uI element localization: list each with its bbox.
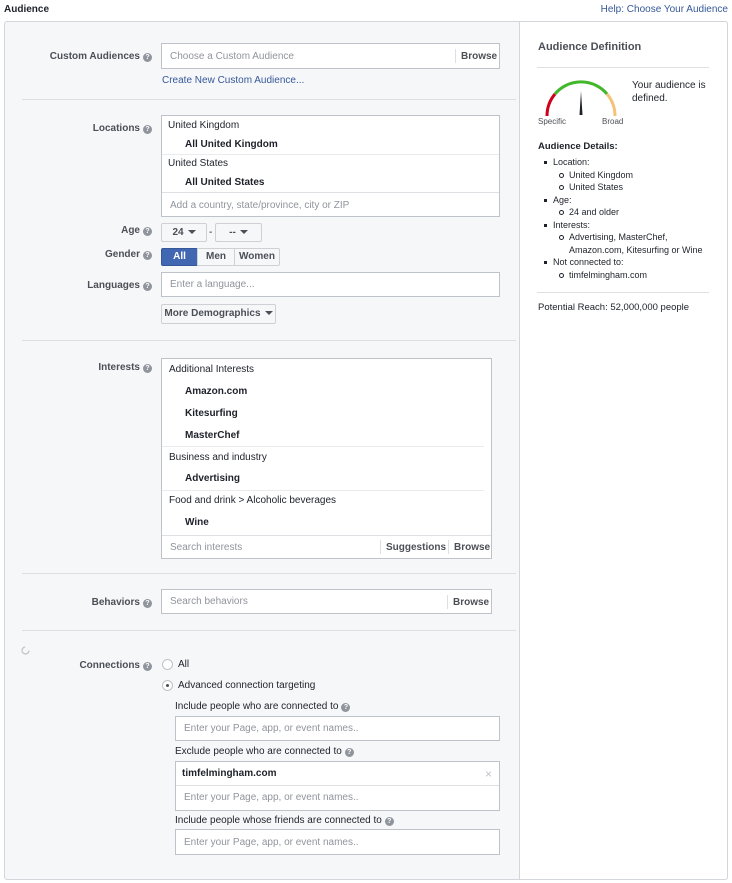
gauge-broad-label: Broad <box>602 117 624 126</box>
behaviors-browse-button[interactable]: Browse <box>453 597 490 608</box>
help-icon[interactable]: ? <box>143 227 152 236</box>
interests-box[interactable] <box>161 358 492 559</box>
audience-definition-title: Audience Definition <box>538 41 642 53</box>
divider <box>176 785 499 786</box>
divider <box>537 292 709 293</box>
create-custom-audience-link[interactable]: Create New Custom Audience... <box>162 75 305 86</box>
divider <box>162 192 499 193</box>
interest-item[interactable]: Wine <box>185 517 209 528</box>
interests-browse-button[interactable]: Browse <box>454 542 491 553</box>
age-min-value: 24 <box>172 227 184 238</box>
excluded-page-item: timfelmingham.com <box>182 768 277 779</box>
interests-label <box>98 362 152 373</box>
detail-key: Interests: <box>553 219 591 230</box>
include-connected-input[interactable] <box>175 716 500 741</box>
location-item[interactable]: All United Kingdom <box>185 139 278 150</box>
detail-item <box>538 156 710 194</box>
behaviors-placeholder: Search behaviors <box>170 596 248 607</box>
include-connected-text: Include people who are connected to <box>175 701 339 712</box>
languages-label <box>87 280 152 291</box>
detail-value: timfelmingham.com <box>553 269 710 282</box>
detail-key: Age: <box>553 194 572 205</box>
languages-label-text: Languages <box>87 280 140 291</box>
gender-label-text: Gender <box>104 249 140 260</box>
section-divider <box>22 99 516 100</box>
interest-item[interactable]: Advertising <box>185 473 241 484</box>
section-divider <box>22 573 516 574</box>
help-icon[interactable]: ? <box>143 662 152 671</box>
loading-spinner-icon <box>21 646 30 655</box>
custom-audiences-label <box>50 51 152 62</box>
custom-audience-input[interactable] <box>161 43 500 69</box>
more-demographics-label: More Demographics <box>164 308 261 319</box>
location-item[interactable]: All United States <box>185 177 265 188</box>
friends-connected-input[interactable] <box>175 829 500 855</box>
behaviors-input[interactable] <box>161 589 492 614</box>
behaviors-label <box>92 597 152 608</box>
exclude-connected-placeholder[interactable]: Enter your Page, app, or event names.. <box>184 792 359 803</box>
age-max-select[interactable] <box>215 223 262 242</box>
friends-connected-label <box>175 815 394 826</box>
detail-key: Not connected to: <box>553 257 624 267</box>
connections-all-label[interactable]: All <box>178 659 190 670</box>
include-connected-placeholder: Enter your Page, app, or event names.. <box>184 723 359 734</box>
interests-search-placeholder[interactable]: Search interests <box>170 542 243 553</box>
section-title: Audience <box>4 4 50 15</box>
friends-connected-placeholder: Enter your Page, app, or event names.. <box>184 837 359 848</box>
divider <box>162 535 491 536</box>
languages-placeholder: Enter a language... <box>170 279 255 290</box>
help-icon[interactable]: ? <box>143 125 152 134</box>
help-icon[interactable]: ? <box>143 282 152 291</box>
behaviors-label-text: Behaviors <box>91 597 140 608</box>
custom-audience-browse-button[interactable]: Browse <box>461 51 498 62</box>
audience-gauge-icon <box>543 78 619 118</box>
gender-label <box>105 249 152 260</box>
include-connected-label <box>175 701 350 712</box>
audience-details-title: Audience Details: <box>538 141 618 152</box>
divider <box>380 540 381 554</box>
section-divider <box>22 630 516 631</box>
age-separator: - <box>209 227 213 238</box>
interest-category: Business and industry <box>169 452 267 463</box>
age-max-value: -- <box>229 227 236 238</box>
divider <box>162 490 484 491</box>
interests-suggestions-button[interactable]: Suggestions <box>386 542 447 553</box>
divider <box>455 49 456 63</box>
audience-details-list <box>538 156 710 281</box>
help-icon[interactable]: ? <box>143 599 152 608</box>
divider <box>537 67 709 68</box>
interest-item[interactable]: MasterChef <box>185 430 240 441</box>
divider <box>447 595 448 609</box>
gender-all-button[interactable]: All <box>161 248 198 266</box>
divider <box>162 446 484 447</box>
detail-value: United Kingdom <box>553 169 710 182</box>
detail-value: United States <box>553 181 710 194</box>
interests-label-text: Interests <box>98 362 140 373</box>
location-country: United Kingdom <box>168 120 240 131</box>
exclude-connected-text: Exclude people who are connected to <box>175 746 342 757</box>
gender-men-button[interactable]: Men <box>197 248 235 266</box>
location-search-placeholder[interactable]: Add a country, state/province, city or ZIP <box>170 200 350 211</box>
help-link[interactable]: Help: Choose Your Audience <box>600 4 728 15</box>
help-icon[interactable]: ? <box>143 53 152 62</box>
help-icon[interactable]: ? <box>345 748 354 757</box>
detail-value: Advertising, MasterChef, Amazon.com, Kitesurfing or Wine <box>553 231 710 256</box>
custom-audience-placeholder: Choose a Custom Audience <box>170 51 294 62</box>
interest-category: Additional Interests <box>169 364 255 375</box>
custom-audiences-label-text: Custom Audiences <box>49 51 140 62</box>
section-header <box>0 0 732 20</box>
section-divider <box>22 340 516 341</box>
audience-status: Your audience is defined. <box>632 80 706 104</box>
friends-connected-text: Include people whose friends are connected to <box>175 815 382 826</box>
interest-category: Food and drink > Alcoholic beverages <box>169 495 337 506</box>
detail-item <box>538 194 710 219</box>
help-icon[interactable]: ? <box>143 251 152 260</box>
age-label-text: Age <box>121 225 140 236</box>
divider <box>448 540 449 554</box>
interest-item[interactable]: Amazon.com <box>185 386 248 397</box>
interest-item[interactable]: Kitesurfing <box>185 408 238 419</box>
chevron-down-icon <box>240 230 248 234</box>
exclude-connected-box[interactable] <box>175 761 500 811</box>
help-icon[interactable]: ? <box>385 817 394 826</box>
gender-women-button[interactable]: Women <box>234 248 280 266</box>
chevron-down-icon <box>188 230 196 234</box>
detail-item <box>538 256 710 281</box>
age-min-select[interactable] <box>161 223 207 242</box>
potential-reach: Potential Reach: 52,000,000 people <box>538 302 690 313</box>
connections-advanced-label[interactable]: Advanced connection targeting <box>178 680 316 691</box>
exclude-connected-label <box>175 746 354 757</box>
connections-label <box>79 660 152 671</box>
detail-key: Location: <box>553 157 590 167</box>
detail-item <box>538 219 710 257</box>
more-demographics-button[interactable] <box>161 304 276 324</box>
languages-input[interactable] <box>161 272 500 297</box>
help-icon[interactable]: ? <box>341 703 350 712</box>
connections-label-text: Connections <box>79 660 140 671</box>
remove-icon[interactable]: × <box>484 767 492 781</box>
location-country: United States <box>168 158 229 169</box>
age-label <box>121 225 152 236</box>
gauge-specific-label: Specific <box>538 117 567 126</box>
connections-all-radio[interactable] <box>162 659 173 670</box>
chevron-down-icon <box>265 311 273 315</box>
divider <box>162 154 499 155</box>
locations-box[interactable] <box>161 115 500 217</box>
detail-value: 24 and older <box>553 206 710 219</box>
locations-label-text: Locations <box>92 123 140 134</box>
locations-label <box>93 123 152 134</box>
help-icon[interactable]: ? <box>143 364 152 373</box>
connections-advanced-radio[interactable] <box>162 680 173 691</box>
